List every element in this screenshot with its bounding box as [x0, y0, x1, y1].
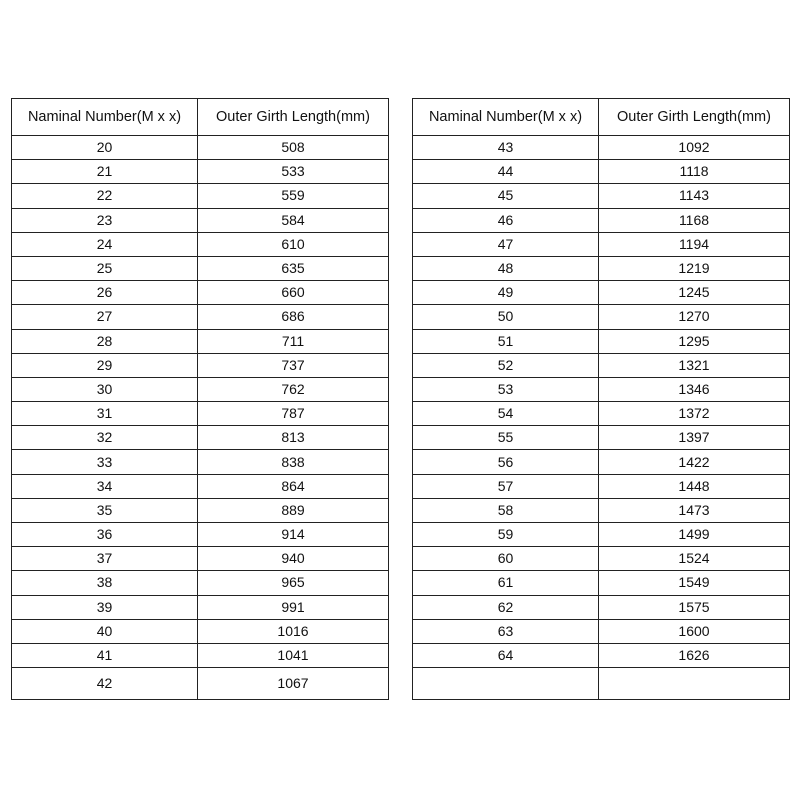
- girth-length-cell: 635: [198, 256, 389, 280]
- girth-length-cell: 1499: [599, 523, 790, 547]
- girth-length-cell: 1575: [599, 595, 790, 619]
- table-row: [413, 426, 790, 450]
- size-table-left: [11, 98, 389, 700]
- header-nominal-number: Naminal Number(M x x): [12, 99, 198, 136]
- girth-length-cell: 1422: [599, 450, 790, 474]
- table-row: [413, 184, 790, 208]
- table-row: [413, 353, 790, 377]
- girth-length-cell: 1092: [599, 136, 790, 160]
- table-row: [12, 232, 389, 256]
- girth-length-cell: 762: [198, 377, 389, 401]
- girth-length-cell: 610: [198, 232, 389, 256]
- table-row: [413, 377, 790, 401]
- girth-length-cell: 1143: [599, 184, 790, 208]
- nominal-number-cell: 52: [413, 353, 599, 377]
- nominal-number-cell: 31: [12, 402, 198, 426]
- table-row: [12, 668, 389, 700]
- girth-length-cell: 1321: [599, 353, 790, 377]
- nominal-number-cell: 62: [413, 595, 599, 619]
- girth-length-cell: 991: [198, 595, 389, 619]
- table-row: [12, 136, 389, 160]
- girth-length-cell: 508: [198, 136, 389, 160]
- table-row: [12, 426, 389, 450]
- table-row: [12, 498, 389, 522]
- nominal-number-cell: 38: [12, 571, 198, 595]
- nominal-number-cell: 43: [413, 136, 599, 160]
- nominal-number-cell: 28: [12, 329, 198, 353]
- nominal-number-cell: 61: [413, 571, 599, 595]
- table-row: [413, 643, 790, 667]
- table-row: [12, 184, 389, 208]
- table-row: [12, 619, 389, 643]
- table-row: [12, 595, 389, 619]
- table-row: [413, 329, 790, 353]
- table-row: [12, 256, 389, 280]
- nominal-number-cell: 60: [413, 547, 599, 571]
- header-row: [12, 99, 389, 136]
- nominal-number-cell: 54: [413, 402, 599, 426]
- girth-length-cell: [599, 668, 790, 700]
- table-row: [12, 643, 389, 667]
- girth-length-cell: 1524: [599, 547, 790, 571]
- girth-length-cell: 1346: [599, 377, 790, 401]
- nominal-number-cell: 48: [413, 256, 599, 280]
- table-row: [12, 474, 389, 498]
- header-nominal-number: Naminal Number(M x x): [413, 99, 599, 136]
- girth-length-cell: 838: [198, 450, 389, 474]
- table-row: [413, 256, 790, 280]
- table-row: [413, 523, 790, 547]
- girth-length-cell: 965: [198, 571, 389, 595]
- nominal-number-cell: 44: [413, 160, 599, 184]
- table-row: [413, 619, 790, 643]
- nominal-number-cell: 39: [12, 595, 198, 619]
- girth-length-cell: 1448: [599, 474, 790, 498]
- size-table-right: [412, 98, 790, 700]
- nominal-number-cell: 30: [12, 377, 198, 401]
- nominal-number-cell: 33: [12, 450, 198, 474]
- girth-length-cell: 686: [198, 305, 389, 329]
- girth-length-cell: 940: [198, 547, 389, 571]
- nominal-number-cell: 58: [413, 498, 599, 522]
- girth-length-cell: 1372: [599, 402, 790, 426]
- girth-length-cell: 1118: [599, 160, 790, 184]
- header-outer-girth-length: Outer Girth Length(mm): [599, 99, 790, 136]
- table-row: [413, 595, 790, 619]
- girth-length-cell: 1067: [198, 668, 389, 700]
- girth-length-cell: 737: [198, 353, 389, 377]
- girth-length-cell: 1473: [599, 498, 790, 522]
- nominal-number-cell: 59: [413, 523, 599, 547]
- header-row: [413, 99, 790, 136]
- nominal-number-cell: 23: [12, 208, 198, 232]
- girth-length-cell: 711: [198, 329, 389, 353]
- table-row: [413, 474, 790, 498]
- table-row: [12, 160, 389, 184]
- girth-length-cell: 584: [198, 208, 389, 232]
- nominal-number-cell: 64: [413, 643, 599, 667]
- table-row: [12, 281, 389, 305]
- girth-length-cell: 1626: [599, 643, 790, 667]
- girth-length-cell: 1041: [198, 643, 389, 667]
- table-row: [413, 571, 790, 595]
- table-row: [413, 668, 790, 700]
- girth-length-cell: 914: [198, 523, 389, 547]
- girth-length-cell: 1219: [599, 256, 790, 280]
- girth-length-cell: 533: [198, 160, 389, 184]
- girth-length-cell: 1016: [198, 619, 389, 643]
- nominal-number-cell: 34: [12, 474, 198, 498]
- table-row: [12, 305, 389, 329]
- nominal-number-cell: 50: [413, 305, 599, 329]
- nominal-number-cell: 22: [12, 184, 198, 208]
- nominal-number-cell: 29: [12, 353, 198, 377]
- nominal-number-cell: 41: [12, 643, 198, 667]
- header-outer-girth-length: Outer Girth Length(mm): [198, 99, 389, 136]
- nominal-number-cell: 32: [12, 426, 198, 450]
- table-row: [12, 571, 389, 595]
- nominal-number-cell: 25: [12, 256, 198, 280]
- table-row: [413, 547, 790, 571]
- table-row: [413, 281, 790, 305]
- table-row: [413, 160, 790, 184]
- nominal-number-cell: 26: [12, 281, 198, 305]
- nominal-number-cell: 27: [12, 305, 198, 329]
- girth-length-cell: 1295: [599, 329, 790, 353]
- girth-length-cell: 660: [198, 281, 389, 305]
- nominal-number-cell: [413, 668, 599, 700]
- girth-length-cell: 559: [198, 184, 389, 208]
- table-row: [12, 377, 389, 401]
- nominal-number-cell: 57: [413, 474, 599, 498]
- nominal-number-cell: 56: [413, 450, 599, 474]
- nominal-number-cell: 53: [413, 377, 599, 401]
- table-row: [413, 136, 790, 160]
- nominal-number-cell: 21: [12, 160, 198, 184]
- table-row: [12, 523, 389, 547]
- girth-length-cell: 1270: [599, 305, 790, 329]
- table-row: [12, 329, 389, 353]
- nominal-number-cell: 42: [12, 668, 198, 700]
- table-row: [12, 402, 389, 426]
- girth-length-cell: 1600: [599, 619, 790, 643]
- girth-length-cell: 1549: [599, 571, 790, 595]
- table-row: [12, 353, 389, 377]
- nominal-number-cell: 24: [12, 232, 198, 256]
- girth-length-cell: 1168: [599, 208, 790, 232]
- table-row: [413, 450, 790, 474]
- table-row: [12, 208, 389, 232]
- girth-length-cell: 864: [198, 474, 389, 498]
- girth-length-cell: 1245: [599, 281, 790, 305]
- nominal-number-cell: 55: [413, 426, 599, 450]
- table-row: [413, 232, 790, 256]
- nominal-number-cell: 46: [413, 208, 599, 232]
- table-row: [413, 208, 790, 232]
- nominal-number-cell: 45: [413, 184, 599, 208]
- table-row: [12, 547, 389, 571]
- girth-length-cell: 1397: [599, 426, 790, 450]
- nominal-number-cell: 20: [12, 136, 198, 160]
- nominal-number-cell: 36: [12, 523, 198, 547]
- table-row: [12, 450, 389, 474]
- girth-length-cell: 889: [198, 498, 389, 522]
- nominal-number-cell: 63: [413, 619, 599, 643]
- girth-length-cell: 813: [198, 426, 389, 450]
- table-row: [413, 305, 790, 329]
- nominal-number-cell: 35: [12, 498, 198, 522]
- girth-length-cell: 1194: [599, 232, 790, 256]
- girth-length-cell: 787: [198, 402, 389, 426]
- nominal-number-cell: 37: [12, 547, 198, 571]
- table-row: [413, 498, 790, 522]
- table-row: [413, 402, 790, 426]
- nominal-number-cell: 47: [413, 232, 599, 256]
- nominal-number-cell: 49: [413, 281, 599, 305]
- nominal-number-cell: 40: [12, 619, 198, 643]
- nominal-number-cell: 51: [413, 329, 599, 353]
